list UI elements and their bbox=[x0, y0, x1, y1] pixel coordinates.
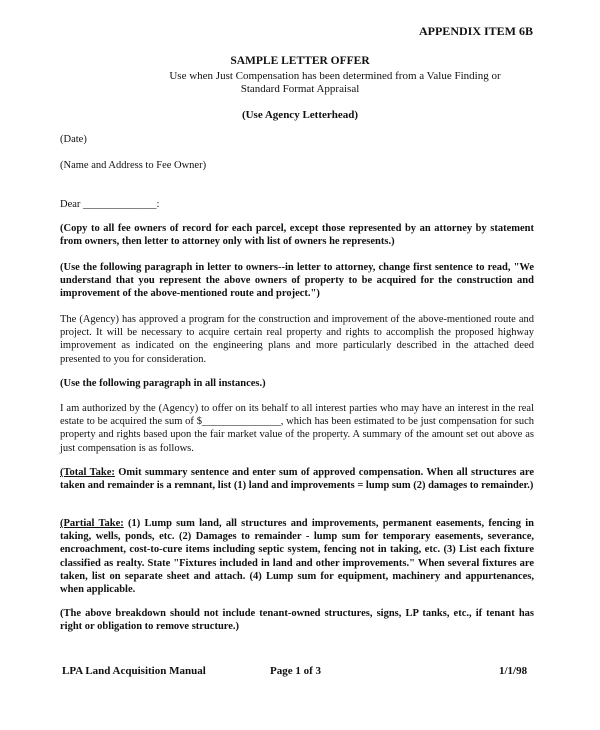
footer-manual-title: LPA Land Acquisition Manual bbox=[62, 665, 206, 677]
partial-take-text: (1) Lump sum land, all structures and improvements, permanent easements, fencing in taking, wells, ponds, etc. (2) Damages to remainder - lump sum for temporary easements, severance, encroachment, cost-to-cure items including septic system, fencing not in taking, etc. (3) List each fixture classified as realty. State "Fixtures included in land and other improvements." When several fixtures are taken, list on separate sheet and attach. (4) Lump sum for equipment, machinery and appurtenances, when applicable. bbox=[60, 518, 534, 596]
letterhead-note: (Use Agency Letterhead) bbox=[241, 109, 359, 121]
agency-paragraph: The (Agency) has approved a program for the construction and improvement of the above-mentioned route and project. It will be necessary to acquire certain real property and rights to accomplish the proposed highway improvement as indicated on the engineering plans and more particularly described in the attached deed presented to you for consideration. bbox=[60, 314, 534, 365]
owners-paragraph-instruction: (Use the following paragraph in letter to owners--in letter to attorney, change first sentence to read, "We understand that you represent the above owners of property to be acquired for the construction and improvement of the above-mentioned route and project.") bbox=[60, 262, 534, 300]
total-take-label: (Total Take: bbox=[60, 467, 115, 478]
subtitle-line-1: Use when Just Compensation has been determined from a Value Finding or bbox=[169, 70, 501, 82]
all-instances-instruction: (Use the following paragraph in all instances.) bbox=[60, 378, 266, 389]
copy-instruction: (Copy to all fee owners of record for each parcel, except those represented by an attorney by statement from owners, then letter to attorney only with list of owners he represents.) bbox=[60, 223, 534, 248]
date-placeholder: (Date) bbox=[60, 134, 87, 145]
footer-page-number: Page 1 of 3 bbox=[270, 665, 322, 677]
partial-take-label: (Partial Take: bbox=[60, 518, 124, 529]
partial-take-note bbox=[60, 517, 534, 596]
letter-title: SAMPLE LETTER OFFER bbox=[230, 55, 370, 67]
subtitle-line-2: Standard Format Appraisal bbox=[240, 83, 360, 95]
total-take-note bbox=[60, 466, 534, 492]
footer-date: 1/1/98 bbox=[499, 665, 528, 677]
offer-paragraph: I am authorized by the (Agency) to offer on its behalf to all interest parties who may have an interest in the real estate to be acquired the sum of $_______________, which has been estimated to be just compensation for such property and rights based upon the fair market value of the property. A summary of the amount set out above as just compensation is as follows. bbox=[60, 403, 534, 454]
salutation: Dear ______________: bbox=[60, 199, 160, 210]
total-take-text: Omit summary sentence and enter sum of approved compensation. When all structures are taken and remainder is a remnant, list (1) land and improvements = lump sum (2) damages to remainder.) bbox=[60, 467, 535, 492]
breakdown-note: (The above breakdown should not include tenant-owned structures, signs, LP tanks, etc., if tenant has right or obligation to remove structure.) bbox=[60, 608, 534, 633]
name-address-placeholder: (Name and Address to Fee Owner) bbox=[60, 160, 207, 171]
appendix-label: APPENDIX ITEM 6B bbox=[418, 24, 533, 38]
